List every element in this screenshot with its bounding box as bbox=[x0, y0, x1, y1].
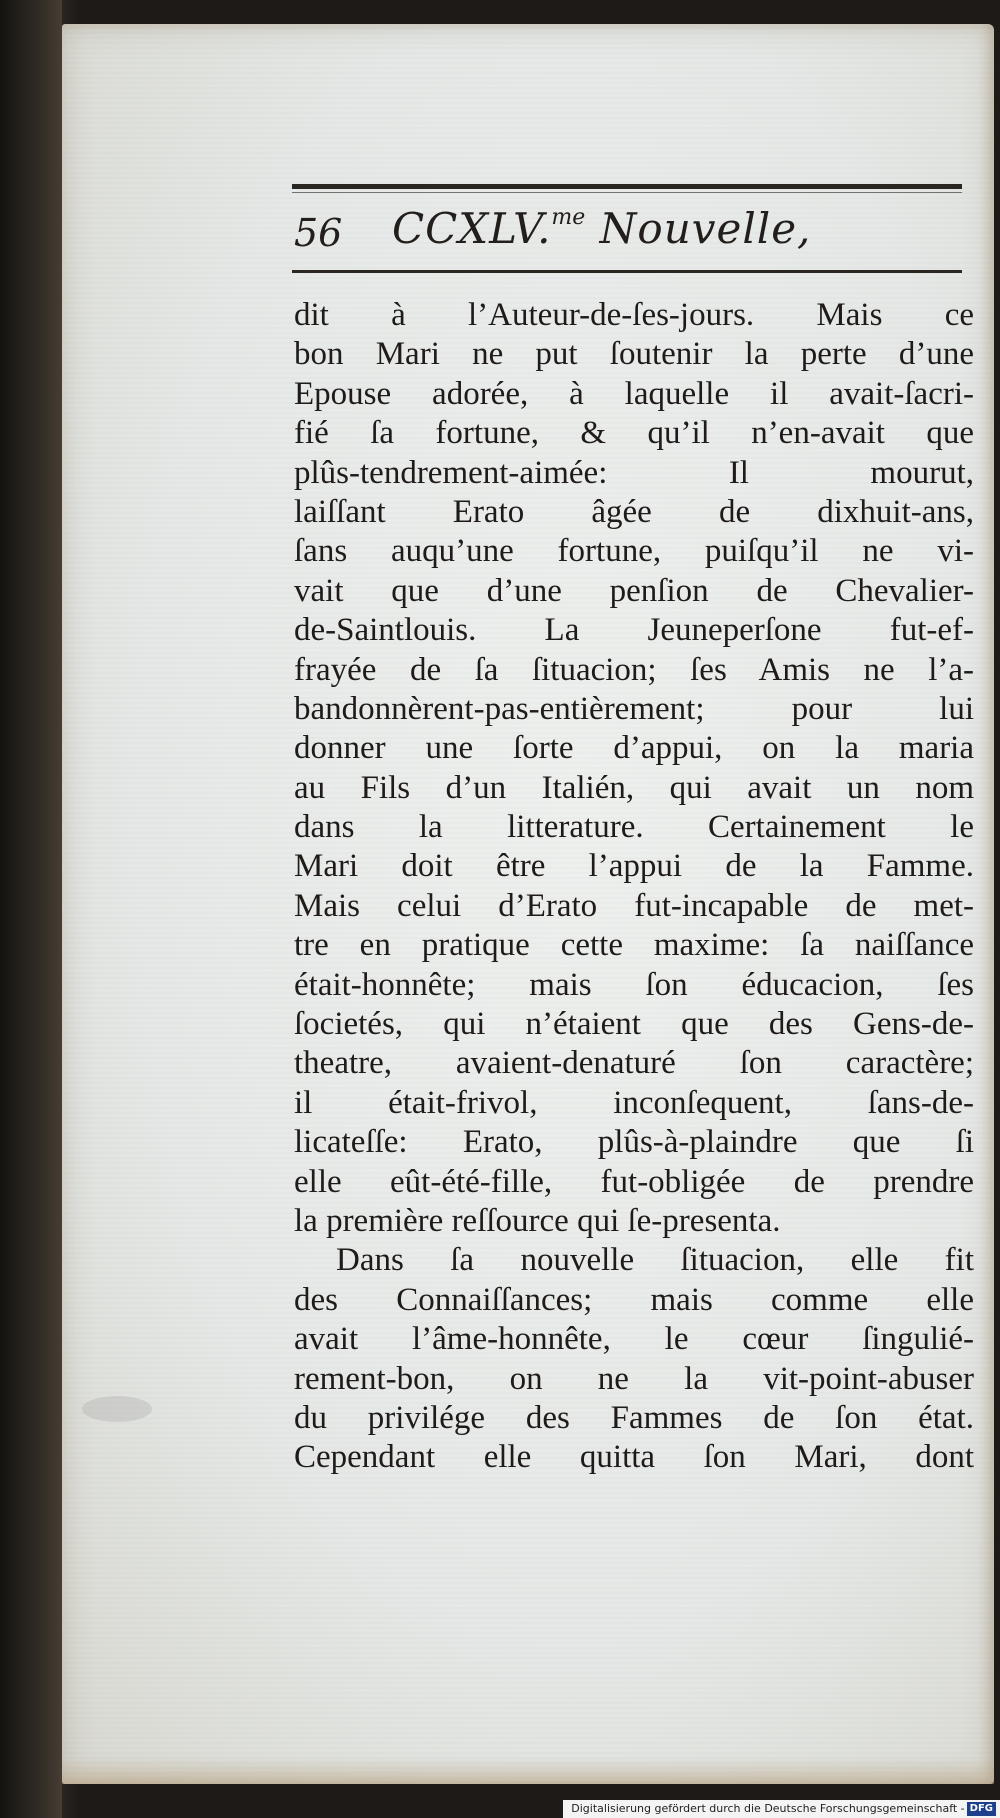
running-head bbox=[292, 184, 962, 276]
digitization-credit bbox=[563, 1800, 1000, 1818]
header-rule-bottom bbox=[292, 270, 962, 273]
running-head-title bbox=[392, 204, 812, 253]
book-page bbox=[62, 24, 994, 1784]
text-line: rement-bon, on ne la vit-point-abuser bbox=[294, 1360, 974, 1397]
text-line: de-Saintlouis. La Jeuneperſone fut-ef- bbox=[294, 612, 974, 649]
page-number: 56 bbox=[294, 211, 343, 255]
text-line: il était-frivol, inconſequent, ſans-de- bbox=[294, 1084, 974, 1121]
text-line: Dans ſa nouvelle ſituacion, elle fit bbox=[336, 1242, 974, 1279]
text-line: Cependant elle quitta ſon Mari, dont bbox=[294, 1439, 974, 1476]
text-line: donner une ſorte d’appui, on la maria bbox=[294, 730, 974, 767]
text-line: ſocietés, qui n’étaient que des Gens-de- bbox=[294, 1006, 974, 1043]
text-line: plûs-tendrement-aimée: Il mourut, bbox=[294, 454, 974, 491]
text-line: des Connaiſſances; mais comme elle bbox=[294, 1281, 974, 1318]
page-edge-shading bbox=[62, 1758, 994, 1784]
text-line: était-honnête; mais ſon éducacion, ſes bbox=[294, 966, 974, 1003]
text-line: bon Mari ne put ſoutenir la perte d’une bbox=[294, 336, 974, 373]
text-line: dans la litterature. Certainement le bbox=[294, 809, 974, 846]
body-text bbox=[294, 296, 974, 1478]
header-rule-top-thin bbox=[292, 192, 962, 193]
dfg-logo: DFG bbox=[967, 1802, 996, 1816]
header-rule-top bbox=[292, 184, 962, 189]
text-line: dit à l’Auteur-de-ſes-jours. Mais ce bbox=[294, 297, 974, 333]
running-head-title-rest: Nouvelle, bbox=[585, 204, 812, 253]
text-line: tre en pratique cette maxime: ſa naiſſance bbox=[294, 927, 974, 964]
text-line: avait l’âme-honnête, le cœur ſingulié- bbox=[294, 1321, 974, 1358]
text-line: Epouse adorée, à laquelle il avait-ſacri- bbox=[294, 375, 974, 412]
text-line: fié ſa fortune, & qu’il n’en-avait que bbox=[294, 415, 974, 452]
text-line: vait que d’une penſion de Chevalier- bbox=[294, 572, 974, 609]
text-line: du privilége des Fammes de ſon état. bbox=[294, 1399, 974, 1436]
book-binding-edge bbox=[0, 0, 62, 1818]
running-head-title-sup: me bbox=[551, 205, 586, 230]
credit-text: Digitalisierung gefördert durch die Deutsche Forschungsgemeinschaft - bbox=[571, 1802, 965, 1815]
text-line: Mais celui d’Erato fut-incapable de met- bbox=[294, 887, 974, 924]
text-line: Mari doit être l’appui de la Famme. bbox=[294, 848, 974, 885]
text-line: frayée de ſa ſituacion; ſes Amis ne l’a- bbox=[294, 651, 974, 688]
text-line: la première reſſource qui ſe-presenta. bbox=[294, 1202, 781, 1239]
text-line: ſans auqu’une fortune, puiſqu’il ne vi- bbox=[294, 533, 974, 570]
text-line: theatre, avaient-denaturé ſon caractère; bbox=[294, 1045, 974, 1082]
paper-stain bbox=[82, 1396, 152, 1422]
text-line: au Fils d’un Italién, qui avait un nom bbox=[294, 769, 974, 806]
text-line: bandonnèrent-pas-entièrement; pour lui bbox=[294, 690, 974, 727]
running-head-title-main: CCXLV. bbox=[392, 204, 552, 253]
text-line: laiſſant Erato âgée de dixhuit-ans, bbox=[294, 493, 974, 530]
text-line: licateſſe: Erato, plûs-à-plaindre que ſi bbox=[294, 1124, 974, 1161]
text-line: elle eût-été-fille, fut-obligée de prendre bbox=[294, 1163, 974, 1200]
